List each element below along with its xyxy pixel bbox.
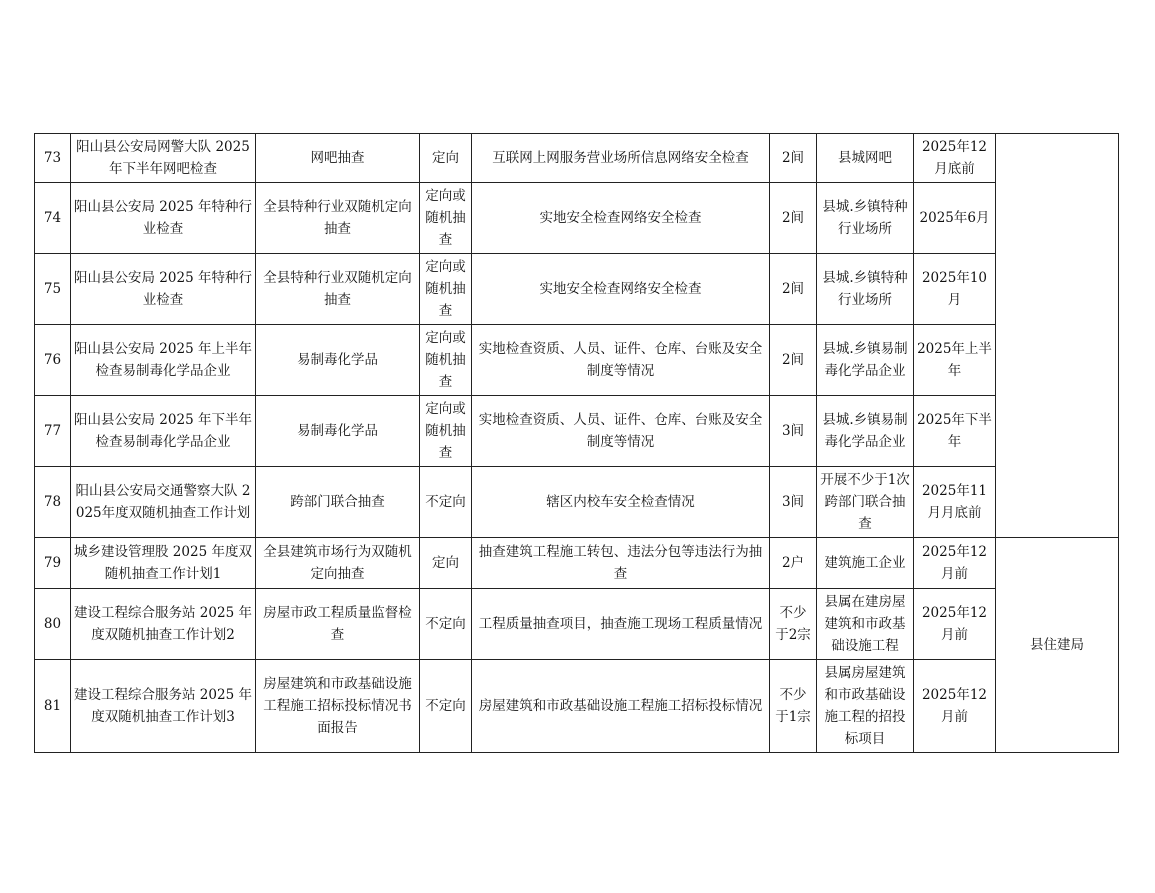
table-row — [35, 467, 1119, 538]
inspection-scope: 县城.乡镇易制毒化学品企业 — [817, 396, 914, 467]
inspection-quantity: 3间 — [770, 396, 817, 467]
inspection-time: 2025年11月月底前 — [914, 467, 996, 538]
inspection-scope: 县属在建房屋建筑和市政基础设施工程 — [817, 589, 914, 660]
table-row — [35, 254, 1119, 325]
inspection-quantity: 2间 — [770, 134, 817, 183]
inspection-method: 定向 — [420, 538, 472, 589]
inspection-method: 不定向 — [420, 589, 472, 660]
row-number: 80 — [35, 589, 71, 660]
inspection-content: 实地安全检查网络安全检查 — [472, 183, 770, 254]
inspection-scope: 县城.乡镇特种行业场所 — [817, 183, 914, 254]
row-number: 77 — [35, 396, 71, 467]
inspection-scope: 建筑施工企业 — [817, 538, 914, 589]
inspection-time: 2025年6月 — [914, 183, 996, 254]
inspection-scope: 县属房屋建筑和市政基础设施工程的招投标项目 — [817, 660, 914, 753]
inspection-content: 抽查建筑工程施工转包、违法分包等违法行为抽查 — [472, 538, 770, 589]
inspection-method: 定向或随机抽查 — [420, 183, 472, 254]
inspection-time: 2025年下半年 — [914, 396, 996, 467]
inspection-quantity: 不少于2宗 — [770, 589, 817, 660]
table-row — [35, 325, 1119, 396]
department-cell — [996, 134, 1119, 538]
row-number: 74 — [35, 183, 71, 254]
inspection-time: 2025年12月底前 — [914, 134, 996, 183]
row-number: 81 — [35, 660, 71, 753]
inspection-time: 2025年12月前 — [914, 538, 996, 589]
inspection-method: 定向 — [420, 134, 472, 183]
row-number: 75 — [35, 254, 71, 325]
row-number: 78 — [35, 467, 71, 538]
inspection-type: 全县特种行业双随机定向抽查 — [256, 254, 420, 325]
inspection-type: 全县建筑市场行为双随机定向抽查 — [256, 538, 420, 589]
table-row — [35, 589, 1119, 660]
task-name: 阳山县公安局网警大队 2025年下半年网吧检查 — [71, 134, 256, 183]
task-name: 阳山县公安局交通警察大队 2025年度双随机抽查工作计划 — [71, 467, 256, 538]
inspection-scope: 县城.乡镇易制毒化学品企业 — [817, 325, 914, 396]
inspection-method: 定向或随机抽查 — [420, 325, 472, 396]
task-name: 建设工程综合服务站 2025 年度双随机抽查工作计划3 — [71, 660, 256, 753]
inspection-type: 全县特种行业双随机定向抽查 — [256, 183, 420, 254]
inspection-quantity: 2间 — [770, 183, 817, 254]
inspection-scope: 县城.乡镇特种行业场所 — [817, 254, 914, 325]
table-row — [35, 660, 1119, 753]
inspection-type: 房屋市政工程质量监督检查 — [256, 589, 420, 660]
table-row — [35, 183, 1119, 254]
inspection-method: 不定向 — [420, 660, 472, 753]
inspection-time: 2025年12月前 — [914, 589, 996, 660]
inspection-type: 网吧抽查 — [256, 134, 420, 183]
inspection-method: 定向或随机抽查 — [420, 254, 472, 325]
inspection-method: 不定向 — [420, 467, 472, 538]
inspection-content: 实地安全检查网络安全检查 — [472, 254, 770, 325]
inspection-time: 2025年12月前 — [914, 660, 996, 753]
inspection-scope: 县城网吧 — [817, 134, 914, 183]
inspection-type: 易制毒化学品 — [256, 325, 420, 396]
inspection-type: 易制毒化学品 — [256, 396, 420, 467]
inspection-content: 房屋建筑和市政基础设施工程施工招标投标情况 — [472, 660, 770, 753]
department-cell: 县住建局 — [996, 538, 1119, 753]
task-name: 阳山县公安局 2025 年特种行业检查 — [71, 254, 256, 325]
inspection-method: 定向或随机抽查 — [420, 396, 472, 467]
row-number: 76 — [35, 325, 71, 396]
task-name: 阳山县公安局 2025 年特种行业检查 — [71, 183, 256, 254]
inspection-plan-table — [34, 133, 1119, 753]
inspection-content: 实地检查资质、人员、证件、仓库、台账及安全制度等情况 — [472, 396, 770, 467]
row-number: 79 — [35, 538, 71, 589]
task-name: 建设工程综合服务站 2025 年度双随机抽查工作计划2 — [71, 589, 256, 660]
table-row — [35, 134, 1119, 183]
inspection-content: 互联网上网服务营业场所信息网络安全检查 — [472, 134, 770, 183]
table-row — [35, 538, 1119, 589]
row-number: 73 — [35, 134, 71, 183]
task-name: 阳山县公安局 2025 年上半年检查易制毒化学品企业 — [71, 325, 256, 396]
inspection-quantity: 2户 — [770, 538, 817, 589]
task-name: 城乡建设管理股 2025 年度双随机抽查工作计划1 — [71, 538, 256, 589]
inspection-type: 房屋建筑和市政基础设施工程施工招标投标情况书面报告 — [256, 660, 420, 753]
inspection-content: 实地检查资质、人员、证件、仓库、台账及安全制度等情况 — [472, 325, 770, 396]
inspection-quantity: 2间 — [770, 325, 817, 396]
inspection-time: 2025年上半年 — [914, 325, 996, 396]
table-row — [35, 396, 1119, 467]
inspection-scope: 开展不少于1次跨部门联合抽查 — [817, 467, 914, 538]
inspection-quantity: 不少于1宗 — [770, 660, 817, 753]
inspection-content: 工程质量抽查项目，抽查施工现场工程质量情况 — [472, 589, 770, 660]
task-name: 阳山县公安局 2025 年下半年检查易制毒化学品企业 — [71, 396, 256, 467]
inspection-type: 跨部门联合抽查 — [256, 467, 420, 538]
inspection-quantity: 2间 — [770, 254, 817, 325]
inspection-quantity: 3间 — [770, 467, 817, 538]
inspection-time: 2025年10月 — [914, 254, 996, 325]
inspection-content: 辖区内校车安全检查情况 — [472, 467, 770, 538]
